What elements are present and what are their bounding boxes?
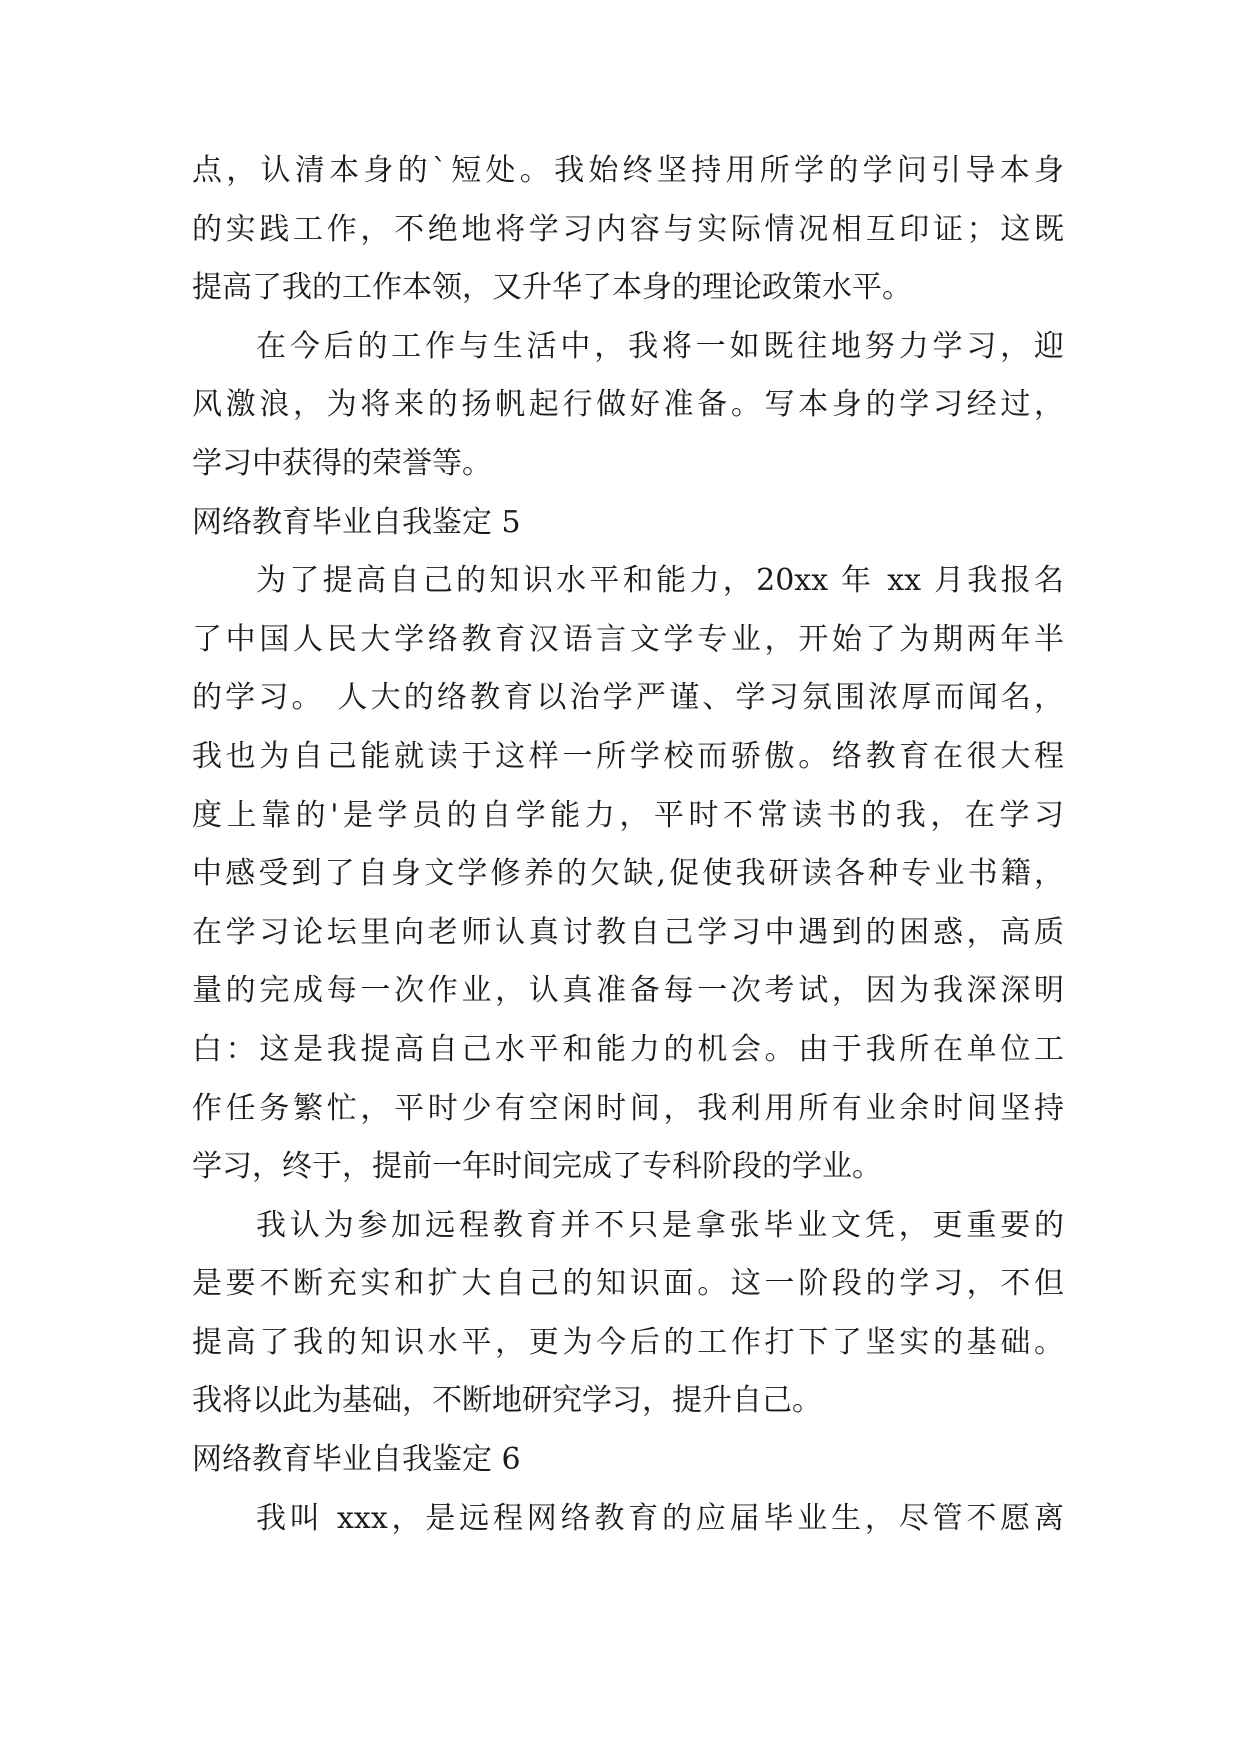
- text-line: 为了提高自己的知识水平和能力，20xx 年 xx 月我报名: [256, 563, 1064, 599]
- paragraph: [192, 552, 1064, 1197]
- text-line: 度上靠的'是学员的自学能力，平时不常读书的我，在学习: [192, 797, 1064, 833]
- text-line: 中感受到了自身文学修养的欠缺,促使我研读各种专业书籍，: [192, 856, 1064, 892]
- text-line: 量的完成每一次作业，认真准备每一次考试，因为我深深明: [192, 973, 1064, 1009]
- paragraph: [192, 1490, 1064, 1549]
- text-line: 是要不断充实和扩大自己的知识面。这一阶段的学习，不但: [192, 1266, 1064, 1302]
- text-line: 了中国人民大学络教育汉语言文学专业，开始了为期两年半: [192, 621, 1064, 657]
- text-line: 我认为参加远程教育并不只是拿张毕业文凭，更重要的: [256, 1207, 1064, 1243]
- text-line: 白：这是我提高自己水平和能力的机会。由于我所在单位工: [192, 1031, 1064, 1067]
- section-heading: 网络教育毕业自我鉴定 6: [192, 1442, 521, 1478]
- document-page: [192, 142, 1064, 1548]
- text-line: 作任务繁忙，平时少有空闲时间，我利用所有业余时间坚持: [192, 1090, 1064, 1126]
- text-line: 的实践工作，不绝地将学习内容与实际情况相互印证；这既: [192, 211, 1064, 247]
- text-line: 在学习论坛里向老师认真讨教自己学习中遇到的困惑，高质: [192, 914, 1064, 950]
- text-line: 学习中获得的荣誉等。: [192, 445, 492, 481]
- text-line: 我也为自己能就读于这样一所学校而骄傲。络教育在很大程: [192, 738, 1064, 774]
- section-heading: 网络教育毕业自我鉴定 5: [192, 504, 521, 540]
- text-line: 点，认清本身的`短处。我始终坚持用所学的学问引导本身: [192, 153, 1064, 188]
- paragraph: [192, 1197, 1064, 1431]
- text-line: 提高了我的工作本领，又升华了本身的理论政策水平。: [192, 270, 912, 306]
- paragraph: [192, 318, 1064, 494]
- text-line: 我叫 xxx，是远程网络教育的应届毕业生，尽管不愿离: [256, 1500, 1064, 1536]
- text-line: 的学习。 人大的络教育以治学严谨、学习氛围浓厚而闻名，: [192, 680, 1064, 716]
- paragraph: [192, 142, 1064, 318]
- text-line: 我将以此为基础，不断地研究学习，提升自己。: [192, 1383, 822, 1419]
- text-line: 风激浪，为将来的扬帆起行做好准备。写本身的学习经过，: [192, 387, 1064, 423]
- text-line: 学习，终于，提前一年时间完成了专科阶段的学业。: [192, 1149, 882, 1185]
- text-line: 在今后的工作与生活中，我将一如既往地努力学习，迎: [256, 328, 1064, 364]
- text-line: 提高了我的知识水平，更为今后的工作打下了坚实的基础。: [192, 1324, 1064, 1360]
